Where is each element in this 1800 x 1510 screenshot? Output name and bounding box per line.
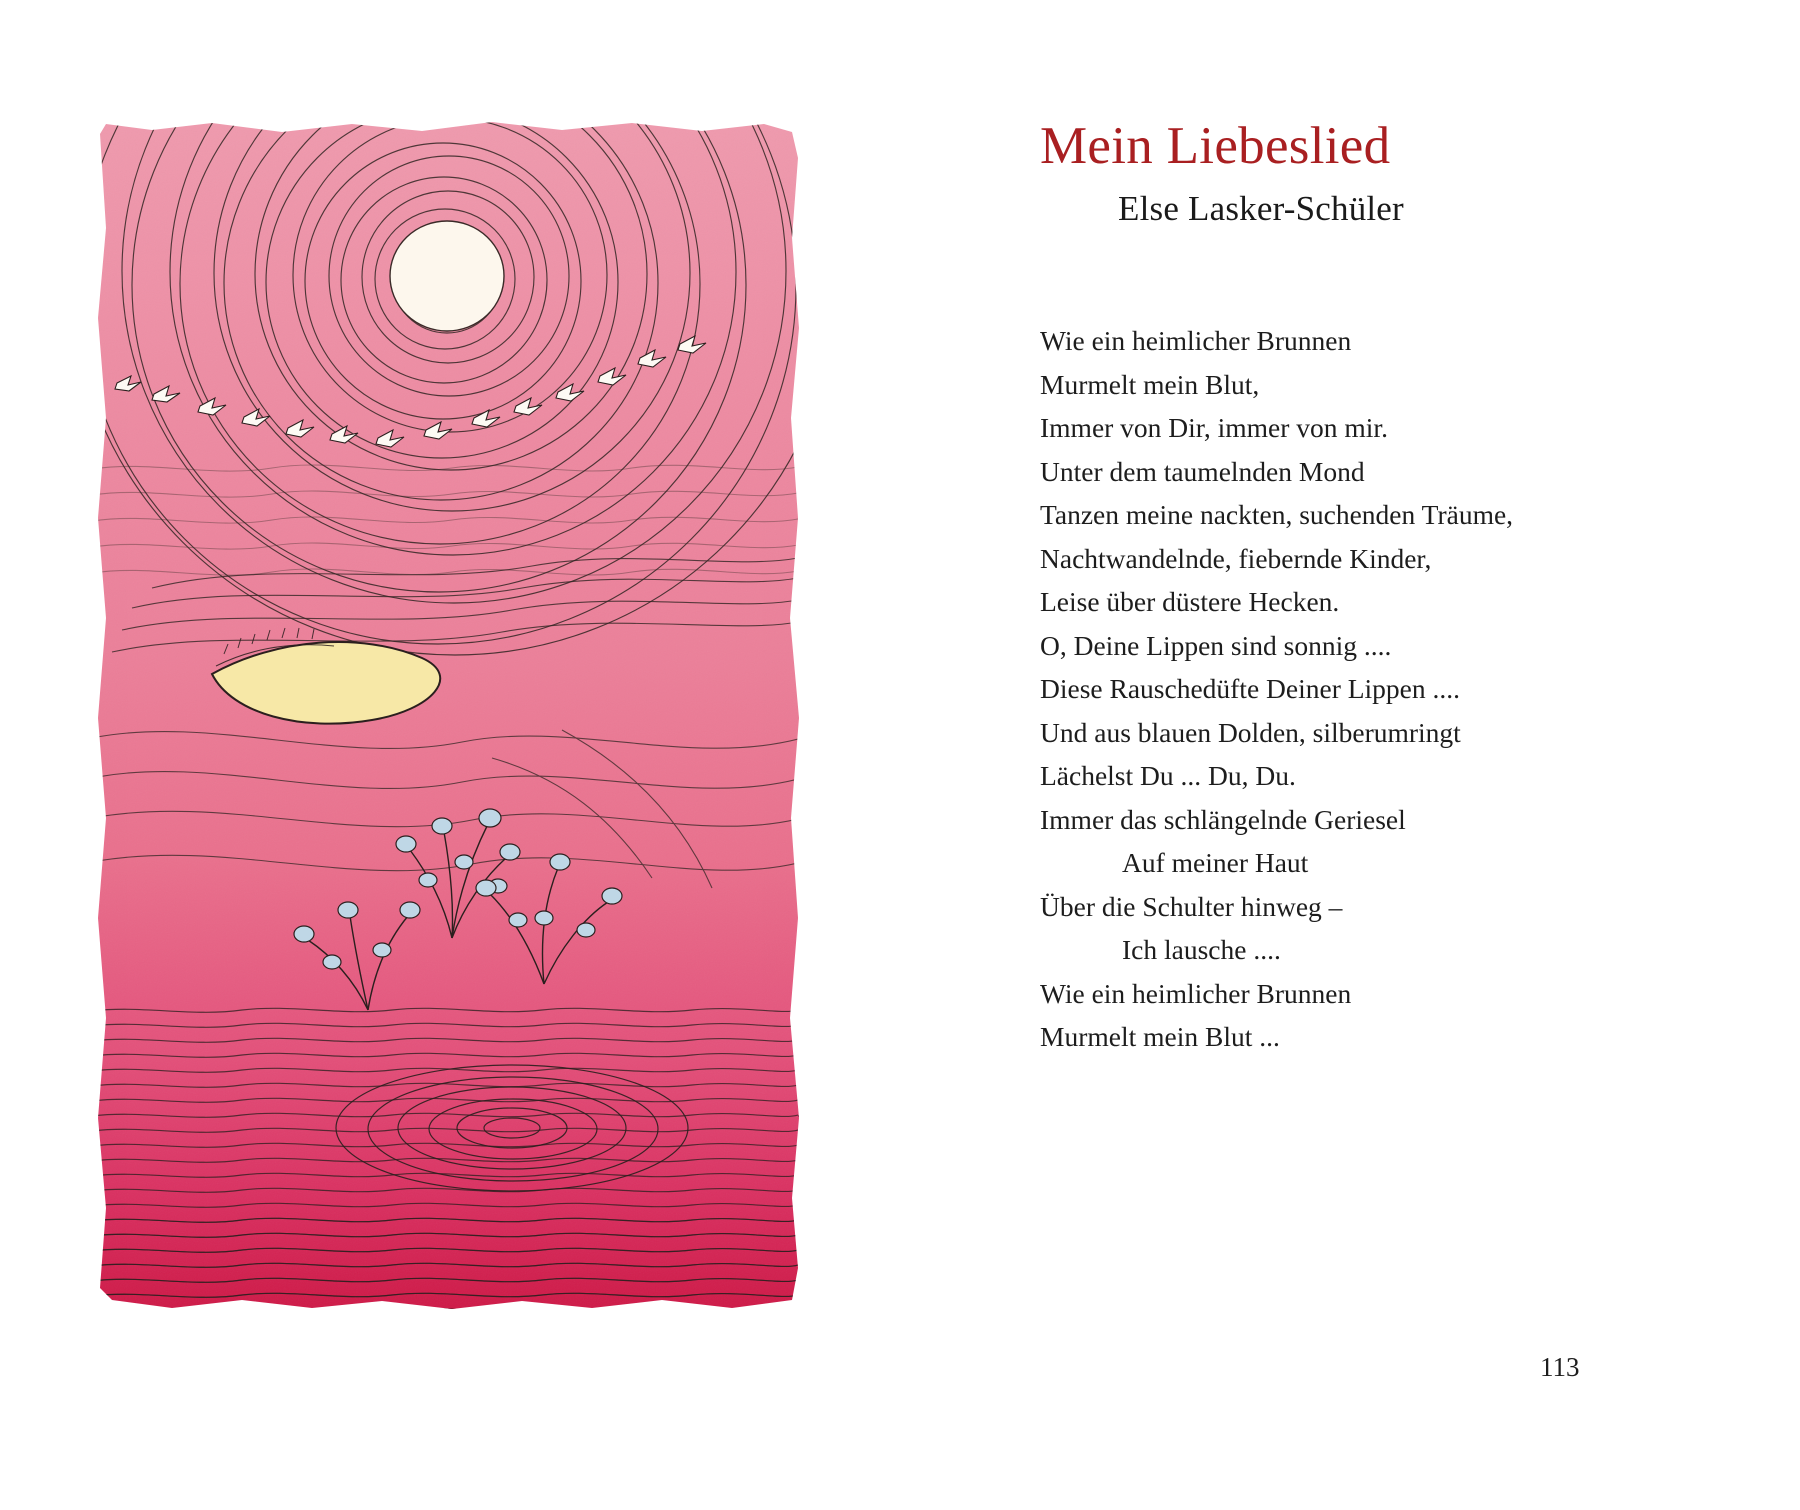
poem-line: Diese Rauschedüfte Deiner Lippen .... xyxy=(1040,673,1460,705)
poem-line: Lächelst Du ... Du, Du. xyxy=(1040,760,1296,792)
poem-line: Murmelt mein Blut ... xyxy=(1040,1021,1280,1053)
poem-line: Unter dem taumelnden Mond xyxy=(1040,455,1365,487)
poem-line: O, Deine Lippen sind sonnig .... xyxy=(1040,629,1392,661)
poem-body xyxy=(1040,319,1680,1059)
poem-line: Über die Schulter hinweg – xyxy=(1040,890,1343,922)
poem-line: Wie ein heimlicher Brunnen xyxy=(1040,977,1352,1009)
poem-line: Ich lausche .... xyxy=(1122,934,1281,966)
poem-line: Auf meiner Haut xyxy=(1122,847,1309,879)
poem-illustration xyxy=(92,118,882,1316)
poem-text-column xyxy=(1040,118,1680,1059)
poem-author: Else Lasker-Schüler xyxy=(1118,189,1404,229)
poem-line: Murmelt mein Blut, xyxy=(1040,368,1260,400)
page-number: 113 xyxy=(1540,1352,1580,1382)
page-title: Mein Liebeslied xyxy=(1040,117,1391,175)
poem-line: Wie ein heimlicher Brunnen xyxy=(1040,325,1352,357)
poem-line: Nachtwandelnde, fiebernde Kinder, xyxy=(1040,542,1432,574)
poem-line: Und aus blauen Dolden, silberumringt xyxy=(1040,716,1461,748)
poem-line: Immer das schlängelnde Geriesel xyxy=(1040,803,1406,835)
poem-line: Tanzen meine nackten, suchenden Träume, xyxy=(1040,499,1514,531)
poem-line: Leise über düstere Hecken. xyxy=(1040,586,1340,618)
poem-line: Immer von Dir, immer von mir. xyxy=(1040,412,1388,444)
